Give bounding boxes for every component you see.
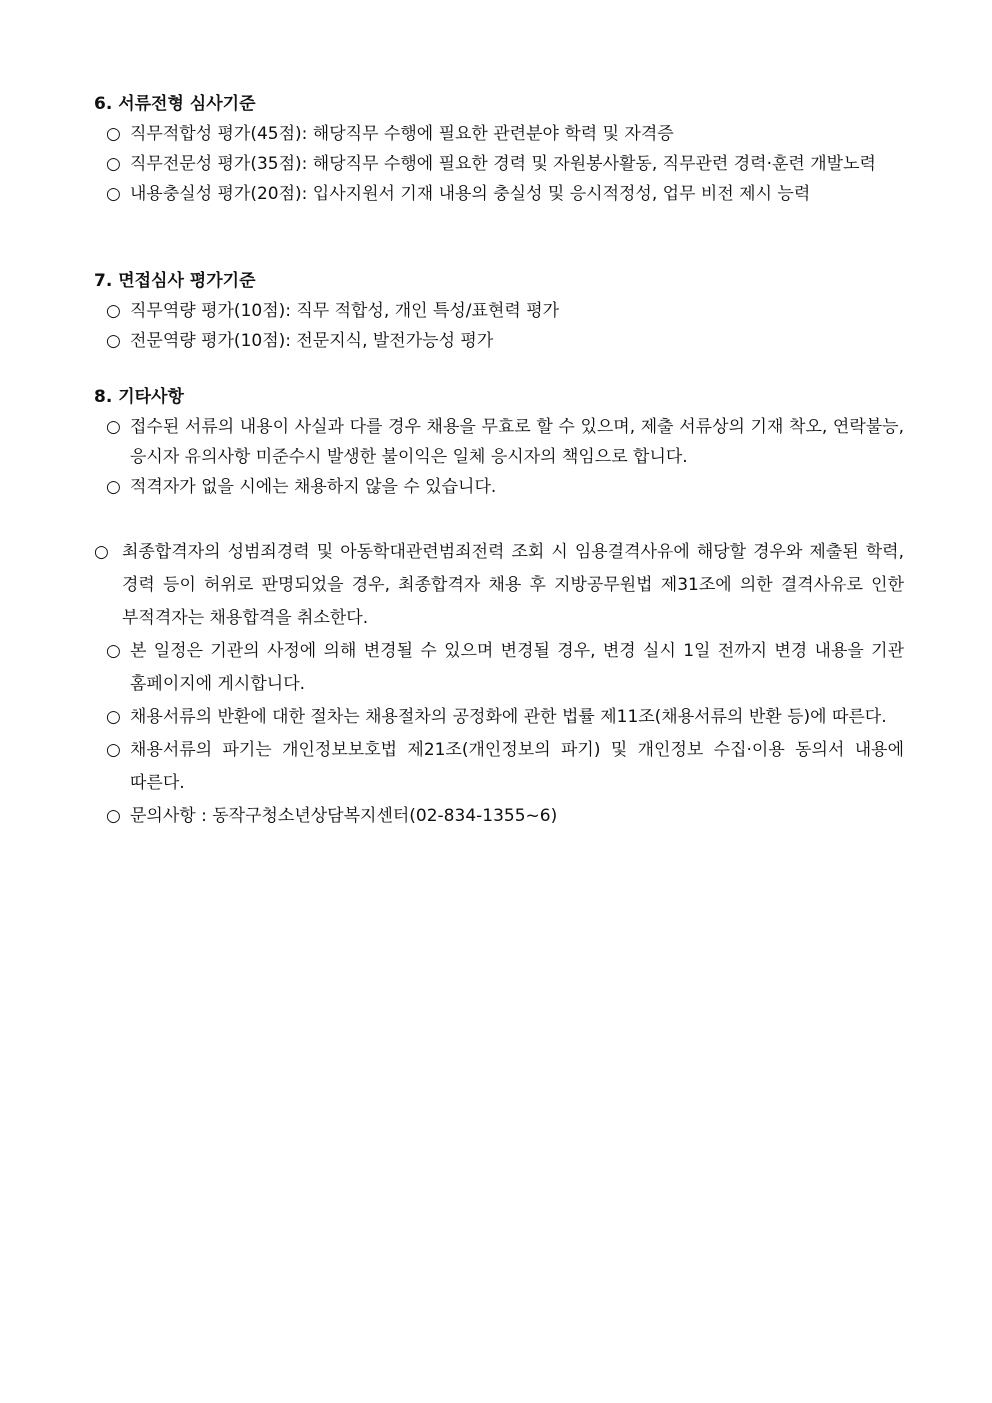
list-item [94, 472, 904, 502]
list-item-text: 직무역량 평가(10점): 직무 적합성, 개인 특성/표현력 평가 [130, 301, 560, 321]
bullet-icon: ○ [106, 331, 121, 351]
list-item [94, 635, 904, 701]
bullet-icon: ○ [106, 740, 121, 760]
bullet-icon: ○ [106, 301, 121, 321]
section-7-title: 7. 면접심사 평가기준 [94, 271, 256, 291]
list-item-text: 직무전문성 평가(35점): 해당직무 수행에 필요한 경력 및 자원봉사활동, 직무관련 경력·훈련 개발노력 [130, 154, 876, 174]
list-item [94, 734, 904, 800]
list-item [94, 119, 904, 149]
list-item-text: 채용서류의 반환에 대한 절차는 채용절차의 공정화에 관한 법률 제11조(채용서류의 반환 등)에 따른다. [130, 707, 887, 727]
list-item [94, 412, 904, 472]
bullet-icon: ○ [106, 641, 121, 661]
bullet-icon: ○ [106, 417, 121, 437]
list-item-text: 본 일정은 기관의 사정에 의해 변경될 수 있으며 변경될 경우, 변경 실시 1일 전까지 변경 내용을 기관 홈페이지에 게시합니다. [130, 641, 904, 694]
section-6-screening-criteria [94, 89, 904, 209]
list-item-text: 접수된 서류의 내용이 사실과 다를 경우 채용을 무효로 할 수 있으며, 제출 서류상의 기재 착오, 연락불능, 응시자 유의사항 미준수시 발생한 불이익은 일체 응시자의 책임으로 합니다. [130, 417, 904, 467]
list-item [94, 326, 904, 356]
bullet-icon: ○ [106, 707, 121, 727]
contact-text: 문의사항 : 동작구청소년상담복지센터(02-834-1355~6) [130, 806, 558, 826]
bullet-icon: ○ [106, 184, 121, 204]
section-7-interview-criteria [94, 266, 904, 356]
bullet-icon: ○ [94, 542, 109, 562]
list-item [94, 701, 904, 734]
list-item-text: 채용서류의 파기는 개인정보보호법 제21조(개인정보의 파기) 및 개인정보 수집·이용 동의서 내용에 따른다. [130, 740, 904, 793]
list-item-text: 적격자가 없을 시에는 채용하지 않을 수 있습니다. [130, 477, 497, 497]
bullet-icon: ○ [106, 477, 121, 497]
list-item [94, 179, 904, 209]
list-item-text: 전문역량 평가(10점): 전문지식, 발전가능성 평가 [130, 331, 494, 351]
section-8-other-matters [94, 382, 904, 502]
section-6-title: 6. 서류전형 심사기준 [94, 94, 256, 114]
list-item [94, 296, 904, 326]
bullet-icon: ○ [106, 806, 121, 826]
list-item [94, 149, 904, 179]
list-item [94, 536, 904, 635]
list-item-text: 직무적합성 평가(45점): 해당직무 수행에 필요한 관련분야 학력 및 자격증 [130, 124, 674, 144]
list-item-text: 내용충실성 평가(20점): 입사지원서 기재 내용의 충실성 및 응시적정성, 업무 비전 제시 능력 [130, 184, 811, 204]
contact-item [94, 800, 904, 833]
list-item-text: 최종합격자의 성범죄경력 및 아동학대관련범죄전력 조회 시 임용결격사유에 해당할 경우와 제출된 학력, 경력 등이 허위로 판명되었을 경우, 최종합격자 채용 후 지방공무원법 제31조에 의한 결격사유로 인한 부적격자는 채용합격을 취소한다. [122, 542, 904, 628]
section-8-title: 8. 기타사항 [94, 387, 184, 407]
bullet-icon: ○ [106, 124, 121, 144]
bullet-icon: ○ [106, 154, 121, 174]
notes-list [94, 536, 904, 833]
